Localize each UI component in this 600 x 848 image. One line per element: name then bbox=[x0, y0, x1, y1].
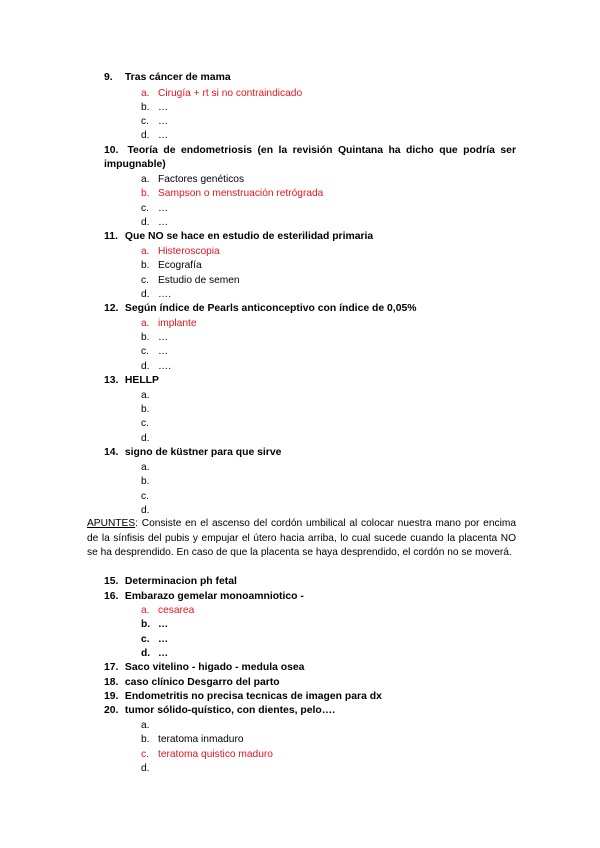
question-9-option-d: d. … bbox=[141, 130, 169, 141]
question-14-option-c: c. bbox=[141, 491, 149, 502]
question-13-option-a: a. bbox=[141, 390, 150, 401]
question-16-option-d: d. … bbox=[141, 648, 169, 659]
question-14-option-d: d. bbox=[141, 505, 150, 516]
question-14-option-a: a. bbox=[141, 462, 150, 473]
question-19: 19. Endometritis no precisa tecnicas de imagen para dx bbox=[104, 691, 382, 702]
question-15: 15. Determinacion ph fetal bbox=[104, 576, 237, 587]
question-9-option-b: b. … bbox=[141, 102, 169, 113]
question-12-option-d: d. …. bbox=[141, 361, 172, 372]
question-10: 10. Teoría de endometriosis (en la revisión Quintana ha dicho que podría ser impugnable) bbox=[104, 145, 516, 170]
question-16-option-c: c. … bbox=[141, 634, 169, 645]
question-9: 9. Tras cáncer de mama bbox=[104, 72, 231, 83]
question-11-option-d: d. …. bbox=[141, 289, 172, 300]
question-20-option-c: c. teratoma quistico maduro bbox=[141, 749, 273, 760]
question-16: 16. Embarazo gemelar monoamniotico - bbox=[104, 591, 304, 602]
question-12-option-b: b. … bbox=[141, 332, 169, 343]
question-20-option-a: a. bbox=[141, 720, 150, 731]
question-16-option-b: b. … bbox=[141, 619, 169, 630]
notes-text: : Consiste en el ascenso del cordón umbilical al colocar nuestra mano por encima de la sínfisis del pubis y empujar el útero hacia arriba, lo cual sucede cuando la placenta NO se ha desprendido. En caso de que la placenta se haya desprendido, el cordón no se moverá. bbox=[87, 518, 516, 559]
notes-paragraph bbox=[87, 517, 516, 561]
question-12-option-a: a. implante bbox=[141, 318, 197, 329]
question-13-option-b: b. bbox=[141, 404, 150, 415]
question-12: 12. Según índice de Pearls anticonceptivo con índice de 0,05% bbox=[104, 303, 417, 314]
question-9-option-a: a. Cirugía + rt si no contraindicado bbox=[141, 88, 303, 99]
question-10-option-c: c. … bbox=[141, 203, 169, 214]
question-11: 11. Que NO se hace en estudio de esterilidad primaria bbox=[104, 231, 374, 242]
question-17: 17. Saco vitelino - higado - medula osea bbox=[104, 662, 305, 673]
question-20-option-d: d. bbox=[141, 763, 150, 774]
question-16-option-a: a. cesarea bbox=[141, 605, 195, 616]
question-11-option-a: a. Histeroscopia bbox=[141, 246, 220, 257]
question-11-option-b: b. Ecografía bbox=[141, 260, 202, 271]
question-10-option-d: d. … bbox=[141, 217, 169, 228]
question-18: 18. caso clínico Desgarro del parto bbox=[104, 677, 280, 688]
question-12-option-c: c. … bbox=[141, 346, 169, 357]
question-14-option-b: b. bbox=[141, 476, 150, 487]
question-9-option-c: c. … bbox=[141, 116, 169, 127]
question-10-option-a: a. Factores genéticos bbox=[141, 174, 245, 185]
question-13-option-d: d. bbox=[141, 433, 150, 444]
question-10-option-b: b. Sampson o menstruación retrógrada bbox=[141, 188, 324, 199]
question-14: 14. signo de küstner para que sirve bbox=[104, 447, 282, 458]
question-20: 20. tumor sólido-quístico, con dientes, pelo…. bbox=[104, 705, 336, 716]
notes-label: APUNTES bbox=[87, 518, 136, 529]
question-13-option-c: c. bbox=[141, 418, 149, 429]
question-11-option-c: c. Estudio de semen bbox=[141, 275, 240, 286]
question-13: 13. HELLP bbox=[104, 375, 159, 386]
question-20-option-b: b. teratoma inmaduro bbox=[141, 734, 244, 745]
